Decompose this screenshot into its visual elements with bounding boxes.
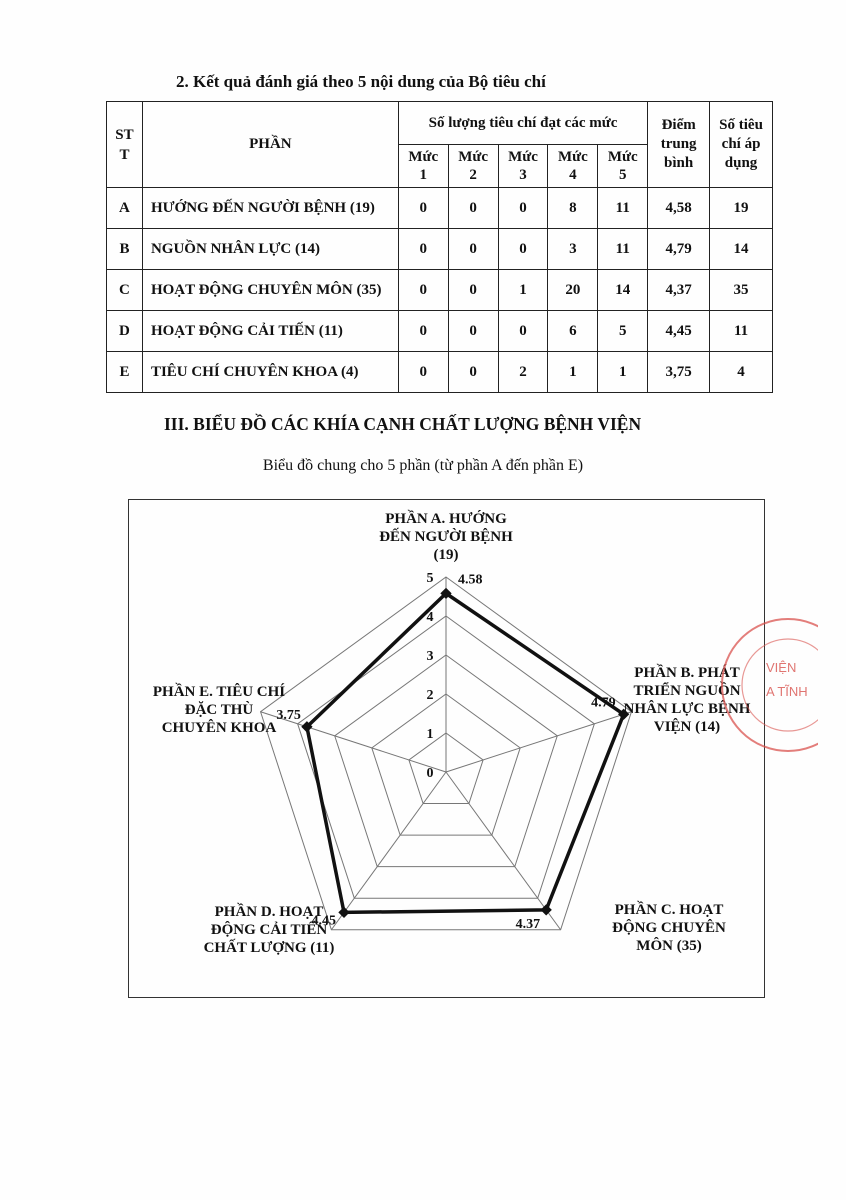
cell-count: 14 [710,229,773,270]
col-stt: ST T [107,102,143,188]
tick-label: 4 [426,610,434,625]
axis-label-line: PHẦN C. HOẠT [614,902,724,918]
cell-count: 35 [710,270,773,311]
tick-label: 0 [426,766,434,781]
cell-m2: 0 [448,188,498,229]
cell-m2: 0 [448,270,498,311]
cell-stt: E [107,352,143,393]
cell-avg: 4,79 [648,229,710,270]
cell-m1: 0 [398,229,448,270]
axis-label-line: MÔN (35) [636,938,702,954]
col-level-1 [398,145,448,188]
cell-m2: 0 [448,229,498,270]
axis-label-line: (19) [433,547,459,563]
cell-m3: 2 [498,352,548,393]
level-label: Mức [557,149,588,165]
cell-name: HƯỚNG ĐẾN NGƯỜI BỆNH (19) [142,188,398,229]
cell-m5: 1 [598,352,648,393]
cell-m3: 0 [498,311,548,352]
cell-count: 11 [710,311,773,352]
value-label: 4.45 [311,913,336,929]
cell-m3: 0 [498,229,548,270]
cell-count: 4 [710,352,773,393]
table-row [107,229,773,270]
red-seal-stamp [718,610,818,760]
col-levels-group: Số lượng tiêu chí đạt các mức [398,102,647,145]
value-label: 4.58 [458,572,483,588]
section-3-title: III. BIỂU ĐỒ CÁC KHÍA CẠNH CHẤT LƯỢNG BỆNH VIỆN [164,414,642,434]
cell-name: NGUỒN NHÂN LỰC (14) [142,229,398,270]
cell-stt: B [107,229,143,270]
stamp-text: A TĨNH [766,684,808,699]
cell-m3: 1 [498,270,548,311]
level-label: Mức [408,149,439,165]
series-line [307,593,624,912]
axis-label-line: PHẦN E. TIÊU CHÍ [152,684,286,700]
level-label: Mức [458,149,489,165]
chart-subtitle: Biểu đồ chung cho 5 phần (từ phần A đến phần E) [262,457,584,474]
axis-label-line: ĐẾN NGƯỜI BỆNH [379,529,513,545]
cell-m2: 0 [448,352,498,393]
level-number: 1 [419,167,428,183]
axis-label-line: NHÂN LỰC BỆNH [623,701,751,717]
tick-label: 5 [426,571,434,586]
stamp-text: VIỆN [766,660,797,675]
level-number: 2 [469,167,477,183]
value-label: 4.79 [591,695,616,711]
cell-avg: 4,45 [648,311,710,352]
cell-name: TIÊU CHÍ CHUYÊN KHOA (4) [142,352,398,393]
level-label: Mức [508,149,538,165]
cell-m5: 5 [598,311,648,352]
cell-stt: C [107,270,143,311]
tick-label: 2 [426,688,434,703]
axis-label-line: ĐỘNG CẢI TIẾN [210,922,328,938]
axis-label [612,901,726,954]
level-number: 5 [619,167,627,183]
cell-name: HOẠT ĐỘNG CẢI TIẾN (11) [142,311,398,352]
cell-m4: 6 [548,311,598,352]
cell-m3: 0 [498,188,548,229]
cell-avg: 3,75 [648,352,710,393]
col-level-5 [598,145,648,188]
axis-spoke [446,772,561,930]
cell-m4: 20 [548,270,598,311]
table-row [107,188,773,229]
cell-avg: 4,58 [648,188,710,229]
cell-count: 19 [710,188,773,229]
value-label: 4.37 [515,916,541,932]
level-number: 3 [519,167,527,183]
axis-spoke [331,772,446,930]
col-level-4 [548,145,598,188]
axis-label-line: PHẦN A. HƯỚNG [385,511,507,527]
data-point [541,904,552,915]
cell-m5: 11 [598,229,648,270]
axis-label-line: CHẤT LƯỢNG (11) [203,940,335,956]
col-level-3 [498,145,548,188]
axis-label-line: PHẦN B. PHÁT [634,665,740,681]
cell-m4: 8 [548,188,598,229]
radar-chart-frame [128,499,765,998]
cell-stt: A [107,188,143,229]
cell-m1: 0 [398,270,448,311]
col-count: Số tiêu chí áp dụng [710,102,773,188]
axis-label [379,510,513,563]
table-row [107,352,773,393]
radar-chart [129,500,764,997]
cell-m4: 3 [548,229,598,270]
tick-label: 1 [426,727,434,742]
cell-m2: 0 [448,311,498,352]
cell-m1: 0 [398,311,448,352]
col-level-2 [448,145,498,188]
col-avg: Điểm trung bình [648,102,710,188]
cell-m4: 1 [548,352,598,393]
axis-label-line: PHẦN D. HOẠT [214,904,324,920]
value-label: 3.75 [276,707,301,723]
axis-label-line: CHUYÊN KHOA [161,720,277,736]
table-row [107,270,773,311]
cell-avg: 4,37 [648,270,710,311]
cell-stt: D [107,311,143,352]
level-label: Mức [607,149,638,165]
table-row [107,311,773,352]
cell-name: HOẠT ĐỘNG CHUYÊN MÔN (35) [142,270,398,311]
data-point [338,907,349,918]
axis-label-line: TRIỂN NGUỒN [633,683,741,699]
axis-label-line: ĐẶC THÙ [184,702,254,718]
tick-label: 3 [426,649,434,664]
axis-label [153,683,285,736]
axis-label-line: VIỆN (14) [653,719,721,735]
cell-m1: 0 [398,188,448,229]
cell-m5: 14 [598,270,648,311]
axis-label [204,903,335,956]
section-2-title: 2. Kết quả đánh giá theo 5 nội dung của Bộ tiêu chí [176,72,546,91]
cell-m5: 11 [598,188,648,229]
axis-label-line: ĐỘNG CHUYÊN [612,920,726,936]
cell-m1: 0 [398,352,448,393]
results-table [106,101,773,393]
level-number: 4 [569,167,577,183]
col-phan: PHẦN [142,102,398,188]
